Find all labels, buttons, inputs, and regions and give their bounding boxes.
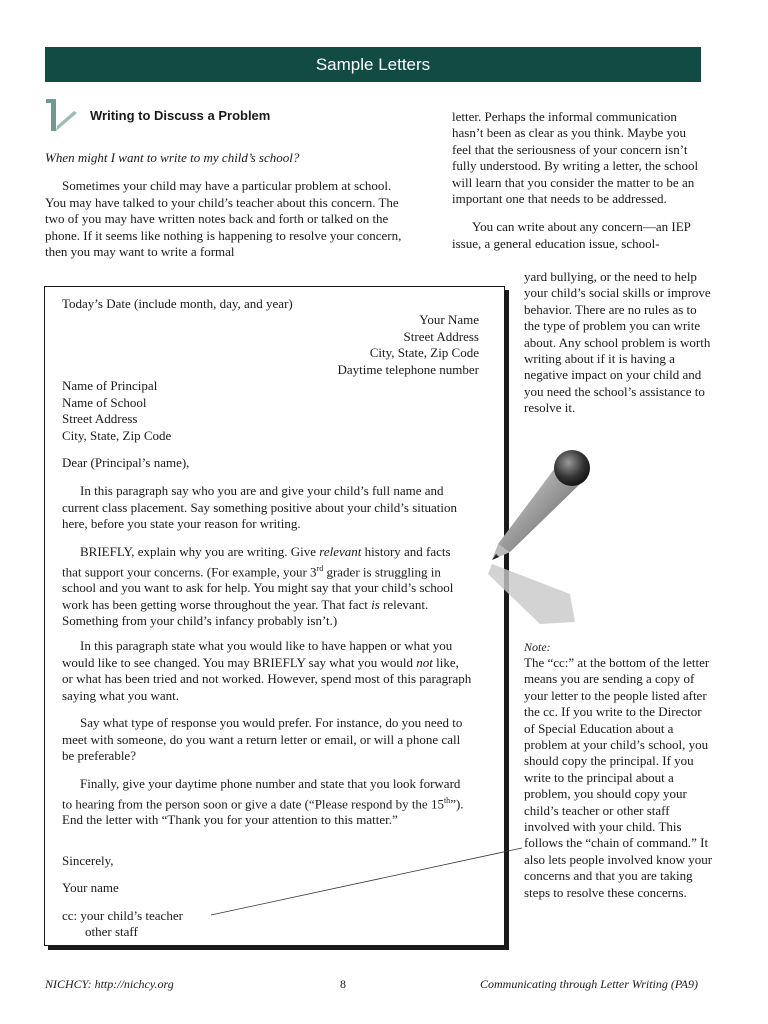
footer-page-number: 8 (340, 977, 346, 991)
letter-cc-line-2: other staff (85, 924, 138, 939)
recipient-school: Name of School (62, 394, 147, 410)
sender-phone: Daytime telephone number (337, 361, 479, 377)
recipient-street: Street Address (62, 411, 138, 426)
right-paragraph-1: letter. Perhaps the informal communication hasn’t been as clear as you think. Maybe you feel that the seriousness of your concern isn’t fully understood. By writing a letter, the school will learn that you consider the matter to be an important one that needs to be addressed. (452, 109, 699, 207)
footer-publication: Communicating through Letter Writing (PA9) (480, 977, 698, 991)
right-paragraph-2-continued: yard bullying, or the need to help your child’s social skills or improve behavior. There are no rules as to the type of problem you can write about. Any school problem is worth writing about if it is having a negative impact on your child and you need the school’s assistance to resolve it. (524, 269, 711, 416)
section-question: When might I want to write to my child’s school? (45, 150, 300, 165)
letter-salutation: Dear (Principal’s name), (62, 455, 190, 470)
letter-closing: Sincerely, (62, 853, 114, 868)
sender-city: City, State, Zip Code (369, 345, 479, 360)
sender-street: Street Address (403, 328, 479, 344)
letter-paragraph-3: In this paragraph state what you would like to have happen or what you would like to see changed. You may BRIEFLY say what you would not like, or what has been tried and not worked. However, spend most of this paragraph saying what you want. (62, 638, 472, 703)
letter-recipient-block (62, 378, 171, 444)
note-label: Note: (524, 640, 551, 654)
section-heading: Writing to Discuss a Problem (90, 108, 271, 123)
footer-org: NICHCY: http://nichcy.org (45, 977, 174, 991)
right-paragraph-2: You can write about any concern—an IEP issue, a general education issue, school- (452, 219, 691, 251)
numeral-one-mark-icon (44, 97, 80, 133)
letter-paragraph-5: Finally, give your daytime phone number and state that you look forward to hearing from the person soon or give a date (“Please respond by the 15th”). End the letter with “Thank you for your attention to this matter.” (62, 776, 464, 828)
letter-date-line: Today’s Date (include month, day, and year) (62, 296, 293, 311)
letter-signature: Your name (62, 880, 119, 895)
letter-paragraph-4: Say what type of response you would prefer. For instance, do you need to meet with someone, do you want a return letter or email, or will a phone call be preferable? (62, 715, 463, 763)
letter-sender-block (337, 312, 479, 378)
recipient-principal: Name of Principal (62, 378, 158, 393)
pen-illustration (480, 444, 600, 624)
recipient-city: City, State, Zip Code (62, 427, 172, 443)
letter-cc-line-1: cc: your child’s teacher (62, 908, 183, 923)
letter-paragraph-1: In this paragraph say who you are and give your child’s full name and current class placement. Say something positive about your child’s situation here, before you state your reason for writing. (62, 483, 457, 531)
sender-name: Your Name (419, 312, 479, 327)
sample-letter (44, 286, 505, 946)
right-column-text (452, 109, 707, 252)
note-body: The “cc:” at the bottom of the letter means you are sending a copy of your letter to the people listed after the cc. If you write to the Director of Special Education about a problem at your child’s school, you should copy the principal. If you write to the principal about a problem, you should copy your child’s teacher or other staff involved with your child. This follows the “chain of command.” It also lets people involved know your concerns and that you are taking steps to resolve these concerns. (524, 655, 713, 900)
letter-paragraph-2: BRIEFLY, explain why you are writing. Give relevant history and facts that support your concerns. (For example, your 3rd grader is struggling in school and you want to ask for help. You might say that your child’s school work has been getting worse throughout the year. That fact is relevant. Something from your child’s infancy probably isn’t.) (62, 544, 454, 629)
intro-paragraph: Sometimes your child may have a particular problem at school. You may have talked to your child’s teacher about this concern. The two of you may have written notes back and forth or talked on the phone. If it seems like nothing is happening to resolve your concern, then you may want to write a formal (45, 178, 402, 260)
section-banner: Sample Letters (45, 47, 701, 82)
